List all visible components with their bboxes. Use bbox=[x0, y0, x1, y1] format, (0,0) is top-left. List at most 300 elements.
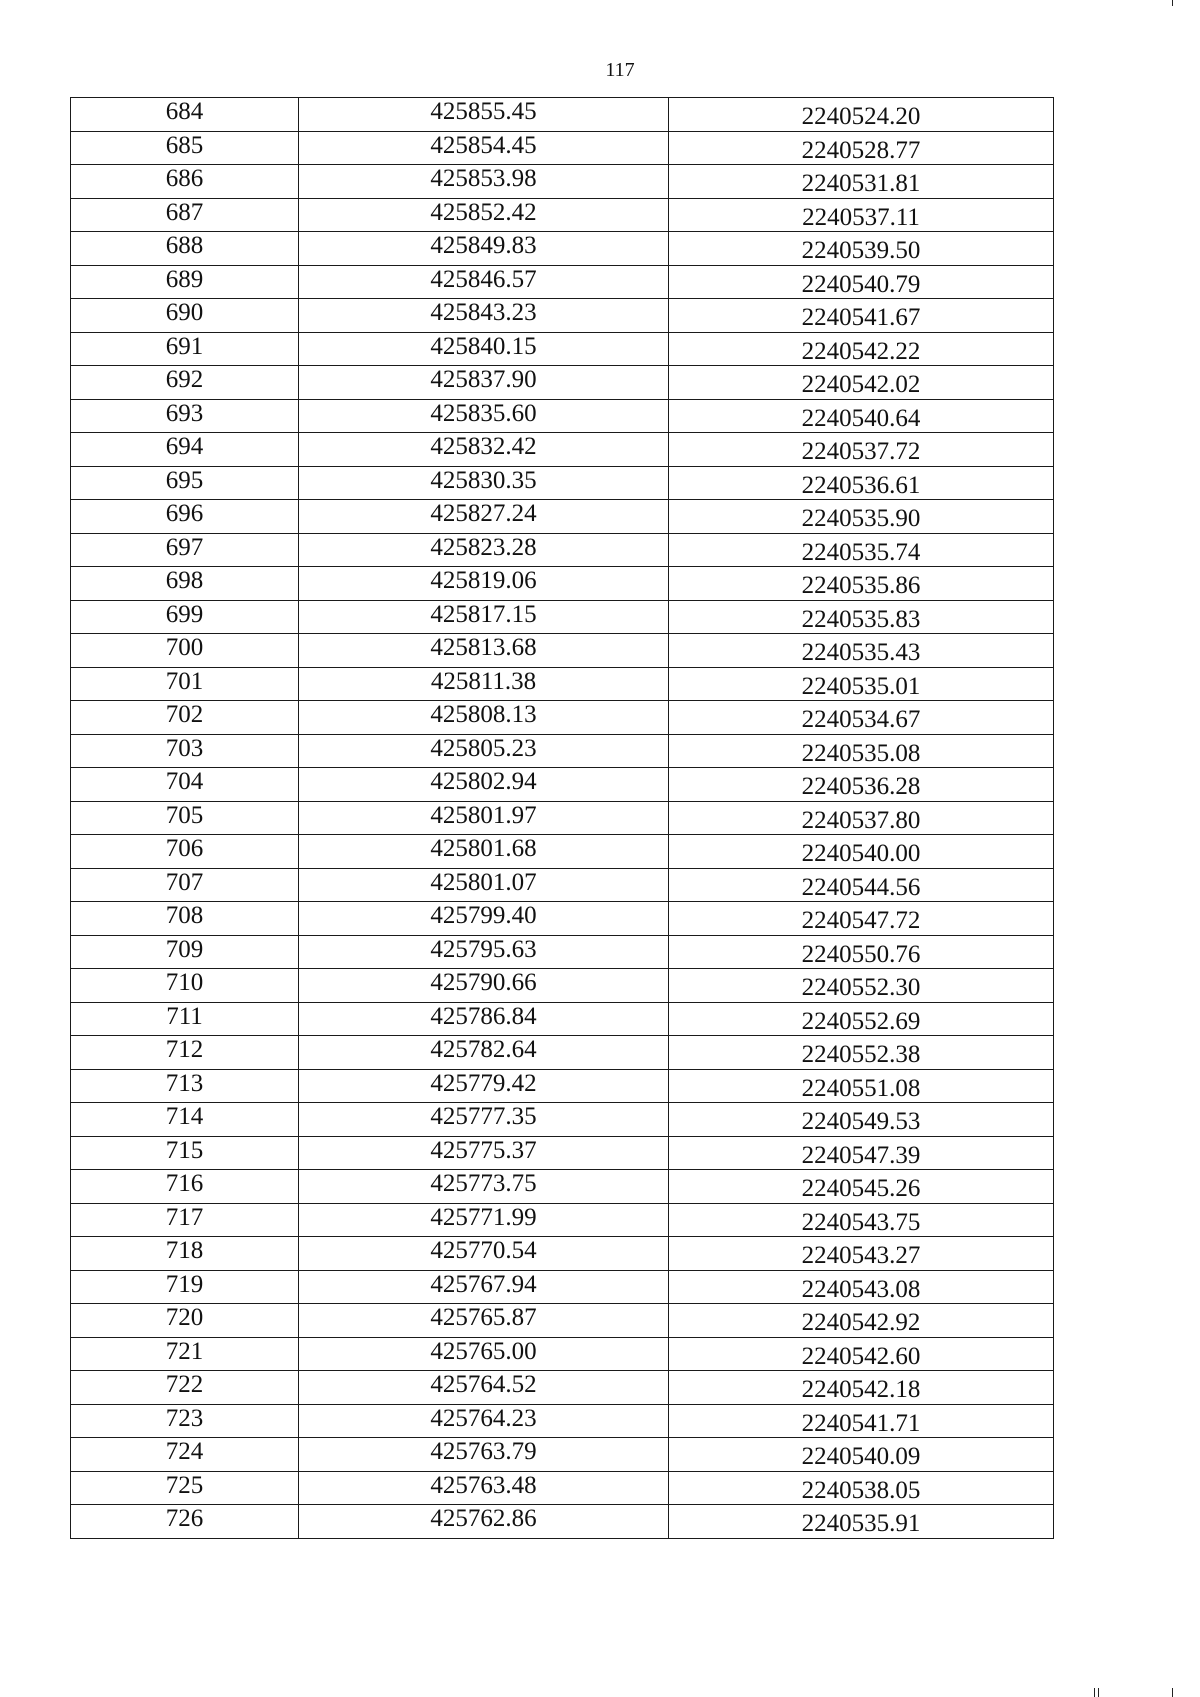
y-coordinate-cell bbox=[669, 198, 1054, 232]
point-number-value: 723 bbox=[165, 1404, 204, 1432]
table-row bbox=[71, 366, 1054, 400]
table-row bbox=[71, 131, 1054, 165]
y-coordinate-value: 2240552.38 bbox=[801, 1041, 921, 1068]
y-coordinate-cell bbox=[669, 1237, 1054, 1271]
y-coordinate-value: 2240537.11 bbox=[802, 203, 920, 231]
y-coordinate-value: 2240541.71 bbox=[801, 1409, 921, 1437]
point-number-value: 720 bbox=[165, 1304, 204, 1331]
table-row bbox=[71, 533, 1054, 567]
x-coordinate-value: 425777.35 bbox=[430, 1103, 537, 1130]
y-coordinate-value: 2240552.69 bbox=[801, 1007, 921, 1035]
x-coordinate-cell bbox=[299, 1103, 669, 1137]
y-coordinate-value: 2240540.00 bbox=[801, 840, 921, 867]
x-coordinate-cell bbox=[299, 667, 669, 701]
table-row bbox=[71, 399, 1054, 433]
x-coordinate-cell bbox=[299, 835, 669, 869]
y-coordinate-cell bbox=[669, 1505, 1054, 1539]
point-number-value: 702 bbox=[165, 701, 204, 728]
page-number: 117 bbox=[605, 59, 635, 81]
point-number-cell bbox=[71, 265, 299, 299]
x-coordinate-value: 425763.48 bbox=[430, 1471, 537, 1499]
x-coordinate-cell bbox=[299, 1505, 669, 1539]
point-number-value: 700 bbox=[165, 634, 204, 661]
x-coordinate-value: 425763.79 bbox=[430, 1438, 537, 1465]
x-coordinate-value: 425786.84 bbox=[430, 1002, 537, 1030]
y-coordinate-cell bbox=[669, 1404, 1054, 1438]
x-coordinate-value: 425835.60 bbox=[430, 399, 537, 427]
point-number-value: 712 bbox=[165, 1036, 204, 1063]
table-row bbox=[71, 835, 1054, 869]
table-row bbox=[71, 299, 1054, 333]
table-row bbox=[71, 1438, 1054, 1472]
y-coordinate-value: 2240544.56 bbox=[801, 873, 921, 901]
point-number-cell bbox=[71, 1471, 299, 1505]
y-coordinate-value: 2240535.43 bbox=[801, 639, 921, 666]
point-number-cell bbox=[71, 232, 299, 266]
y-coordinate-value: 2240528.77 bbox=[801, 136, 921, 164]
y-coordinate-cell bbox=[669, 1438, 1054, 1472]
x-coordinate-value: 425770.54 bbox=[430, 1237, 537, 1264]
y-coordinate-value: 2240551.08 bbox=[801, 1074, 921, 1102]
x-coordinate-cell bbox=[299, 366, 669, 400]
point-number-value: 686 bbox=[165, 165, 204, 192]
x-coordinate-value: 425799.40 bbox=[430, 902, 537, 929]
x-coordinate-value: 425832.42 bbox=[430, 433, 537, 460]
y-coordinate-cell bbox=[669, 935, 1054, 969]
table-row bbox=[71, 768, 1054, 802]
y-coordinate-cell bbox=[669, 1170, 1054, 1204]
point-number-value: 716 bbox=[165, 1170, 204, 1197]
table-row bbox=[71, 667, 1054, 701]
y-coordinate-value: 2240542.02 bbox=[801, 371, 921, 398]
point-number-cell bbox=[71, 734, 299, 768]
y-coordinate-cell bbox=[669, 768, 1054, 802]
point-number-cell bbox=[71, 1002, 299, 1036]
y-coordinate-cell bbox=[669, 1036, 1054, 1070]
point-number-cell bbox=[71, 969, 299, 1003]
table-row bbox=[71, 734, 1054, 768]
x-coordinate-value: 425855.45 bbox=[430, 98, 537, 125]
point-number-cell bbox=[71, 466, 299, 500]
x-coordinate-cell bbox=[299, 902, 669, 936]
x-coordinate-cell bbox=[299, 232, 669, 266]
point-number-value: 710 bbox=[165, 969, 204, 996]
point-number-cell bbox=[71, 1270, 299, 1304]
x-coordinate-value: 425837.90 bbox=[430, 366, 537, 393]
x-coordinate-value: 425795.63 bbox=[430, 935, 537, 963]
y-coordinate-value: 2240535.08 bbox=[801, 739, 921, 767]
y-coordinate-value: 2240552.30 bbox=[801, 974, 921, 1001]
x-coordinate-cell bbox=[299, 734, 669, 768]
y-coordinate-value: 2240535.90 bbox=[801, 505, 921, 532]
scan-mark bbox=[1172, 0, 1173, 6]
table-row bbox=[71, 801, 1054, 835]
x-coordinate-value: 425802.94 bbox=[430, 768, 537, 795]
point-number-value: 725 bbox=[165, 1471, 204, 1499]
point-number-value: 722 bbox=[165, 1371, 204, 1398]
table-row bbox=[71, 1337, 1054, 1371]
y-coordinate-cell bbox=[669, 868, 1054, 902]
x-coordinate-value: 425846.57 bbox=[430, 265, 537, 293]
x-coordinate-value: 425764.52 bbox=[430, 1371, 537, 1398]
x-coordinate-cell bbox=[299, 332, 669, 366]
point-number-cell bbox=[71, 1505, 299, 1539]
y-coordinate-cell bbox=[669, 299, 1054, 333]
table-row bbox=[71, 1237, 1054, 1271]
y-coordinate-value: 2240538.05 bbox=[801, 1476, 921, 1504]
point-number-value: 726 bbox=[165, 1505, 204, 1532]
point-number-value: 689 bbox=[165, 265, 204, 293]
table-row bbox=[71, 1103, 1054, 1137]
x-coordinate-cell bbox=[299, 1136, 669, 1170]
y-coordinate-cell bbox=[669, 1069, 1054, 1103]
table-row bbox=[71, 1270, 1054, 1304]
y-coordinate-cell bbox=[669, 466, 1054, 500]
point-number-value: 694 bbox=[165, 433, 204, 460]
point-number-value: 708 bbox=[165, 902, 204, 929]
point-number-value: 684 bbox=[165, 98, 204, 125]
point-number-cell bbox=[71, 667, 299, 701]
x-coordinate-value: 425764.23 bbox=[430, 1404, 537, 1432]
x-coordinate-cell bbox=[299, 567, 669, 601]
point-number-cell bbox=[71, 768, 299, 802]
point-number-value: 721 bbox=[165, 1337, 204, 1365]
x-coordinate-cell bbox=[299, 868, 669, 902]
point-number-value: 688 bbox=[165, 232, 204, 259]
x-coordinate-cell bbox=[299, 1170, 669, 1204]
table-row bbox=[71, 969, 1054, 1003]
table-row bbox=[71, 500, 1054, 534]
y-coordinate-cell bbox=[669, 1002, 1054, 1036]
point-number-value: 687 bbox=[165, 198, 204, 226]
x-coordinate-cell bbox=[299, 1438, 669, 1472]
x-coordinate-cell bbox=[299, 1237, 669, 1271]
point-number-value: 695 bbox=[165, 466, 204, 494]
x-coordinate-value: 425852.42 bbox=[430, 198, 537, 226]
x-coordinate-cell bbox=[299, 399, 669, 433]
x-coordinate-cell bbox=[299, 768, 669, 802]
y-coordinate-value: 2240535.74 bbox=[801, 538, 921, 566]
y-coordinate-value: 2240542.92 bbox=[801, 1309, 921, 1336]
y-coordinate-value: 2240542.60 bbox=[801, 1342, 921, 1370]
x-coordinate-cell bbox=[299, 1304, 669, 1338]
table-row bbox=[71, 1036, 1054, 1070]
y-coordinate-value: 2240541.67 bbox=[801, 304, 921, 331]
y-coordinate-cell bbox=[669, 433, 1054, 467]
point-number-value: 693 bbox=[165, 399, 204, 427]
point-number-value: 692 bbox=[165, 366, 204, 393]
table-row bbox=[71, 868, 1054, 902]
y-coordinate-cell bbox=[669, 366, 1054, 400]
point-number-value: 698 bbox=[165, 567, 204, 594]
scan-mark bbox=[1094, 1688, 1095, 1697]
table-row bbox=[71, 1002, 1054, 1036]
point-number-value: 717 bbox=[165, 1203, 204, 1231]
x-coordinate-cell bbox=[299, 1337, 669, 1371]
table-row bbox=[71, 701, 1054, 735]
y-coordinate-cell bbox=[669, 533, 1054, 567]
x-coordinate-cell bbox=[299, 265, 669, 299]
y-coordinate-value: 2240535.01 bbox=[801, 672, 921, 700]
y-coordinate-cell bbox=[669, 701, 1054, 735]
point-number-cell bbox=[71, 131, 299, 165]
x-coordinate-cell bbox=[299, 1404, 669, 1438]
point-number-value: 696 bbox=[165, 500, 204, 527]
y-coordinate-value: 2240543.27 bbox=[801, 1242, 921, 1269]
point-number-cell bbox=[71, 902, 299, 936]
x-coordinate-value: 425801.07 bbox=[430, 868, 537, 896]
x-coordinate-value: 425790.66 bbox=[430, 969, 537, 996]
table-row bbox=[71, 165, 1054, 199]
point-number-cell bbox=[71, 500, 299, 534]
y-coordinate-cell bbox=[669, 131, 1054, 165]
table-row bbox=[71, 902, 1054, 936]
point-number-value: 704 bbox=[165, 768, 204, 795]
x-coordinate-value: 425853.98 bbox=[430, 165, 537, 192]
x-coordinate-cell bbox=[299, 500, 669, 534]
y-coordinate-value: 2240535.91 bbox=[801, 1510, 921, 1537]
point-number-cell bbox=[71, 634, 299, 668]
y-coordinate-value: 2240542.18 bbox=[801, 1376, 921, 1403]
x-coordinate-value: 425813.68 bbox=[430, 634, 537, 661]
table-row bbox=[71, 600, 1054, 634]
x-coordinate-value: 425849.83 bbox=[430, 232, 537, 259]
x-coordinate-cell bbox=[299, 969, 669, 1003]
y-coordinate-value: 2240534.67 bbox=[801, 706, 921, 733]
y-coordinate-value: 2240536.61 bbox=[801, 471, 921, 499]
table-row bbox=[71, 98, 1054, 132]
table-row bbox=[71, 634, 1054, 668]
y-coordinate-value: 2240536.28 bbox=[801, 773, 921, 800]
point-number-value: 706 bbox=[165, 835, 204, 862]
point-number-cell bbox=[71, 1304, 299, 1338]
y-coordinate-cell bbox=[669, 1371, 1054, 1405]
x-coordinate-cell bbox=[299, 533, 669, 567]
table-row bbox=[71, 265, 1054, 299]
point-number-cell bbox=[71, 567, 299, 601]
point-number-value: 690 bbox=[165, 299, 204, 326]
y-coordinate-value: 2240547.39 bbox=[801, 1141, 921, 1169]
y-coordinate-cell bbox=[669, 1270, 1054, 1304]
y-coordinate-value: 2240550.76 bbox=[801, 940, 921, 968]
x-coordinate-cell bbox=[299, 165, 669, 199]
point-number-value: 691 bbox=[165, 332, 204, 360]
x-coordinate-value: 425827.24 bbox=[430, 500, 537, 527]
point-number-cell bbox=[71, 299, 299, 333]
y-coordinate-value: 2240531.81 bbox=[801, 170, 921, 197]
point-number-cell bbox=[71, 1203, 299, 1237]
y-coordinate-value: 2240540.64 bbox=[801, 404, 921, 432]
x-coordinate-value: 425765.00 bbox=[430, 1337, 537, 1365]
y-coordinate-cell bbox=[669, 969, 1054, 1003]
x-coordinate-value: 425801.68 bbox=[430, 835, 537, 862]
x-coordinate-cell bbox=[299, 1069, 669, 1103]
point-number-cell bbox=[71, 533, 299, 567]
table-row bbox=[71, 567, 1054, 601]
x-coordinate-cell bbox=[299, 600, 669, 634]
point-number-cell bbox=[71, 332, 299, 366]
point-number-value: 709 bbox=[165, 935, 204, 963]
x-coordinate-value: 425771.99 bbox=[430, 1203, 537, 1231]
point-number-value: 685 bbox=[165, 131, 204, 159]
y-coordinate-cell bbox=[669, 1103, 1054, 1137]
x-coordinate-cell bbox=[299, 634, 669, 668]
y-coordinate-value: 2240537.80 bbox=[801, 806, 921, 834]
x-coordinate-value: 425854.45 bbox=[430, 131, 537, 159]
y-coordinate-cell bbox=[669, 1136, 1054, 1170]
x-coordinate-value: 425773.75 bbox=[430, 1170, 537, 1197]
point-number-cell bbox=[71, 1036, 299, 1070]
point-number-cell bbox=[71, 1337, 299, 1371]
y-coordinate-cell bbox=[669, 801, 1054, 835]
x-coordinate-value: 425805.23 bbox=[430, 734, 537, 762]
y-coordinate-value: 2240542.22 bbox=[801, 337, 921, 365]
point-number-cell bbox=[71, 1237, 299, 1271]
point-number-value: 711 bbox=[166, 1002, 203, 1030]
point-number-value: 697 bbox=[165, 533, 204, 561]
x-coordinate-value: 425765.87 bbox=[430, 1304, 537, 1331]
y-coordinate-value: 2240537.72 bbox=[801, 438, 921, 465]
table-row bbox=[71, 433, 1054, 467]
x-coordinate-value: 425840.15 bbox=[430, 332, 537, 360]
y-coordinate-value: 2240547.72 bbox=[801, 907, 921, 934]
y-coordinate-cell bbox=[669, 1304, 1054, 1338]
table-row bbox=[71, 1371, 1054, 1405]
y-coordinate-cell bbox=[669, 232, 1054, 266]
y-coordinate-value: 2240545.26 bbox=[801, 1175, 921, 1202]
point-number-value: 724 bbox=[165, 1438, 204, 1465]
table-row bbox=[71, 232, 1054, 266]
y-coordinate-cell bbox=[669, 835, 1054, 869]
point-number-value: 713 bbox=[165, 1069, 204, 1097]
x-coordinate-value: 425843.23 bbox=[430, 299, 537, 326]
y-coordinate-value: 2240535.83 bbox=[801, 605, 921, 633]
point-number-value: 703 bbox=[165, 734, 204, 762]
scan-mark bbox=[1098, 1688, 1099, 1697]
y-coordinate-cell bbox=[669, 332, 1054, 366]
y-coordinate-value: 2240549.53 bbox=[801, 1108, 921, 1135]
x-coordinate-cell bbox=[299, 1270, 669, 1304]
point-number-cell bbox=[71, 399, 299, 433]
table-row bbox=[71, 198, 1054, 232]
y-coordinate-value: 2240539.50 bbox=[801, 237, 921, 264]
point-number-cell bbox=[71, 433, 299, 467]
x-coordinate-value: 425775.37 bbox=[430, 1136, 537, 1164]
y-coordinate-value: 2240540.09 bbox=[801, 1443, 921, 1470]
x-coordinate-cell bbox=[299, 433, 669, 467]
point-number-cell bbox=[71, 198, 299, 232]
y-coordinate-cell bbox=[669, 98, 1054, 132]
table-row bbox=[71, 1471, 1054, 1505]
x-coordinate-cell bbox=[299, 98, 669, 132]
y-coordinate-cell bbox=[669, 902, 1054, 936]
table-row bbox=[71, 466, 1054, 500]
y-coordinate-cell bbox=[669, 734, 1054, 768]
y-coordinate-cell bbox=[669, 567, 1054, 601]
point-number-cell bbox=[71, 868, 299, 902]
x-coordinate-cell bbox=[299, 1002, 669, 1036]
table-row bbox=[71, 1170, 1054, 1204]
table-row bbox=[71, 935, 1054, 969]
y-coordinate-cell bbox=[669, 1203, 1054, 1237]
x-coordinate-cell bbox=[299, 1036, 669, 1070]
x-coordinate-value: 425801.97 bbox=[430, 801, 537, 829]
x-coordinate-value: 425762.86 bbox=[430, 1505, 537, 1532]
point-number-value: 718 bbox=[165, 1237, 204, 1264]
y-coordinate-cell bbox=[669, 399, 1054, 433]
x-coordinate-value: 425782.64 bbox=[430, 1036, 537, 1063]
x-coordinate-cell bbox=[299, 701, 669, 735]
y-coordinate-cell bbox=[669, 265, 1054, 299]
y-coordinate-value: 2240543.75 bbox=[801, 1208, 921, 1236]
point-number-cell bbox=[71, 600, 299, 634]
point-number-cell bbox=[71, 1438, 299, 1472]
y-coordinate-value: 2240540.79 bbox=[801, 270, 921, 298]
x-coordinate-value: 425819.06 bbox=[430, 567, 537, 594]
point-number-value: 714 bbox=[165, 1103, 204, 1130]
x-coordinate-value: 425811.38 bbox=[430, 667, 537, 695]
point-number-cell bbox=[71, 1136, 299, 1170]
y-coordinate-cell bbox=[669, 634, 1054, 668]
point-number-value: 705 bbox=[165, 801, 204, 829]
point-number-value: 707 bbox=[165, 868, 204, 896]
point-number-cell bbox=[71, 835, 299, 869]
x-coordinate-cell bbox=[299, 1203, 669, 1237]
table-row bbox=[71, 1304, 1054, 1338]
point-number-cell bbox=[71, 165, 299, 199]
table-row bbox=[71, 1505, 1054, 1539]
y-coordinate-value: 2240543.08 bbox=[801, 1275, 921, 1303]
x-coordinate-cell bbox=[299, 131, 669, 165]
x-coordinate-cell bbox=[299, 935, 669, 969]
table-row bbox=[71, 332, 1054, 366]
x-coordinate-cell bbox=[299, 1471, 669, 1505]
point-number-cell bbox=[71, 1069, 299, 1103]
table-row bbox=[71, 1136, 1054, 1170]
point-number-value: 719 bbox=[165, 1270, 204, 1298]
y-coordinate-cell bbox=[669, 1471, 1054, 1505]
y-coordinate-cell bbox=[669, 667, 1054, 701]
point-number-cell bbox=[71, 366, 299, 400]
x-coordinate-cell bbox=[299, 801, 669, 835]
coordinate-table-body bbox=[71, 98, 1054, 1539]
y-coordinate-cell bbox=[669, 600, 1054, 634]
x-coordinate-value: 425830.35 bbox=[430, 466, 537, 494]
table-row bbox=[71, 1203, 1054, 1237]
point-number-cell bbox=[71, 801, 299, 835]
y-coordinate-cell bbox=[669, 500, 1054, 534]
point-number-cell bbox=[71, 701, 299, 735]
point-number-cell bbox=[71, 1371, 299, 1405]
point-number-cell bbox=[71, 935, 299, 969]
point-number-value: 715 bbox=[165, 1136, 204, 1164]
table-row bbox=[71, 1069, 1054, 1103]
x-coordinate-cell bbox=[299, 1371, 669, 1405]
x-coordinate-cell bbox=[299, 466, 669, 500]
y-coordinate-value: 2240535.86 bbox=[801, 572, 921, 599]
x-coordinate-value: 425817.15 bbox=[430, 600, 537, 628]
y-coordinate-cell bbox=[669, 1337, 1054, 1371]
point-number-cell bbox=[71, 1404, 299, 1438]
x-coordinate-value: 425779.42 bbox=[430, 1069, 537, 1097]
point-number-cell bbox=[71, 98, 299, 132]
x-coordinate-value: 425823.28 bbox=[430, 533, 537, 561]
x-coordinate-value: 425808.13 bbox=[430, 701, 537, 728]
y-coordinate-value: 2240524.20 bbox=[801, 103, 921, 130]
point-number-value: 699 bbox=[165, 600, 204, 628]
x-coordinate-value: 425767.94 bbox=[430, 1270, 537, 1298]
x-coordinate-cell bbox=[299, 198, 669, 232]
